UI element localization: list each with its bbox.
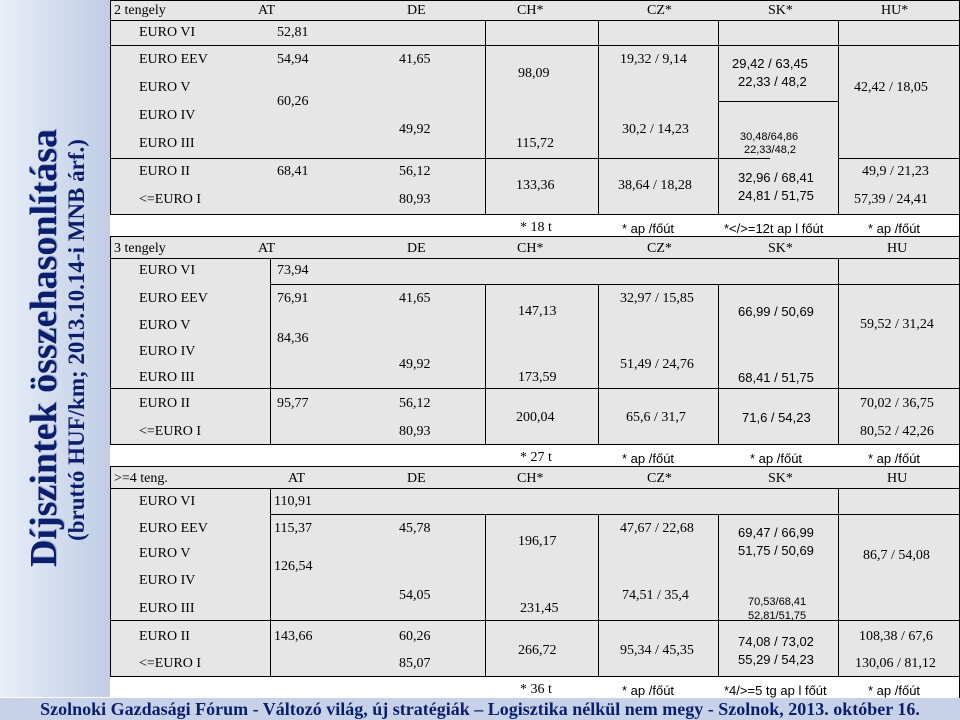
t4-hu-value: 130,06 / 81,12 (855, 656, 936, 671)
t3-at-value: 73,94 (277, 263, 309, 278)
t4-sk-value: 69,47 / 66,99 (738, 525, 814, 540)
t3-header-axle: 3 tengely (114, 241, 166, 256)
t4-class-label: <=EURO I (139, 656, 202, 671)
t2-note: * ap /főút (622, 221, 675, 236)
t3-de-value: 80,93 (399, 424, 431, 439)
t2-ch-value: 133,36 (516, 178, 555, 193)
t4-cz-value: 95,34 / 45,35 (620, 643, 694, 658)
t2-header-ch: CH* (517, 3, 544, 18)
t4-sk-value: 74,08 / 73,02 (738, 634, 814, 649)
t4-de-value: 85,07 (399, 656, 431, 671)
t4-header-cz: CZ* (647, 471, 672, 486)
t2-sk-value: 22,33/48,2 (744, 144, 796, 156)
t3-class-label: EURO II (139, 396, 190, 411)
t4-note: *4/>=5 tg ap l főút (724, 683, 827, 698)
t3-at-value: 95,77 (277, 396, 309, 411)
t2-header-axle: 2 tengely (114, 3, 166, 18)
t3-hu-value: 59,52 / 31,24 (860, 317, 934, 332)
t3-class-label: EURO V (139, 318, 191, 333)
t2-header-hu: HU* (881, 3, 909, 18)
t3-cz-value: 51,49 / 24,76 (620, 357, 694, 372)
t2-sk-value: 24,81 / 51,75 (738, 188, 814, 203)
t3-class-label: EURO IV (139, 344, 196, 359)
t3-ch-value: 173,59 (518, 370, 557, 385)
footer-bar (0, 698, 960, 720)
t2-header-at: AT (258, 3, 276, 18)
t4-cz-value: 74,51 / 35,4 (622, 588, 689, 603)
t4-class-label: EURO V (139, 546, 191, 561)
t4-class-label: EURO III (139, 601, 195, 616)
t2-sk-value: 32,96 / 68,41 (738, 170, 814, 185)
t3-de-value: 56,12 (399, 396, 431, 411)
t2-de-value: 49,92 (399, 122, 431, 137)
t2-at-value: 60,26 (277, 94, 309, 109)
t4-at-value: 126,54 (274, 559, 313, 574)
t2-header-cz: CZ* (647, 3, 672, 18)
t3-class-label: <=EURO I (139, 424, 202, 439)
t3-header-hu: HU (887, 241, 908, 256)
t4-header-ch: CH* (517, 471, 544, 486)
t3-sk-value: 66,99 / 50,69 (738, 304, 814, 319)
t3-note: * ap /főút (622, 451, 675, 466)
t2-cz-value: 38,64 / 18,28 (618, 178, 692, 193)
t2-hu-value: 57,39 / 24,41 (854, 192, 928, 207)
t3-note: * 27 t (520, 450, 552, 465)
t3-header-cz: CZ* (647, 241, 672, 256)
t2-sk-value: 29,42 / 63,45 (732, 56, 808, 71)
t3-at-value: 84,36 (277, 331, 309, 346)
t4-header-sk: SK* (768, 471, 793, 486)
t2-de-value: 80,93 (399, 192, 431, 207)
t4-sk-value: 55,29 / 54,23 (738, 652, 814, 667)
t2-header-sk: SK* (768, 3, 793, 18)
t3-header-at: AT (258, 241, 276, 256)
t2-cz-value: 19,32 / 9,14 (620, 52, 687, 67)
t4-hu-value: 108,38 / 67,6 (859, 629, 933, 644)
title-band (0, 0, 110, 697)
t4-header-axle: >=4 teng. (114, 471, 168, 486)
t3-cz-value: 65,6 / 31,7 (626, 410, 686, 425)
t3-header-ch: CH* (517, 241, 544, 256)
t3-sk-value: 68,41 / 51,75 (738, 370, 814, 385)
t2-class-label: EURO IV (139, 108, 196, 123)
t3-class-label: EURO VI (139, 263, 196, 278)
t2-class-label: EURO V (139, 80, 191, 95)
t2-hu-value: 49,9 / 21,23 (862, 164, 929, 179)
t3-de-value: 41,65 (399, 291, 431, 306)
t4-note: * ap /főút (622, 683, 675, 698)
t4-de-value: 54,05 (399, 588, 431, 603)
t4-sk-value: 52,81/51,75 (748, 610, 807, 622)
t4-de-value: 45,78 (399, 521, 431, 536)
t4-note: * 36 t (520, 682, 552, 697)
t2-sk-value: 30,48/64,86 (740, 131, 799, 143)
t2-at-value: 54,94 (277, 52, 309, 67)
t4-ch-value: 266,72 (518, 643, 557, 658)
t4-hu-value: 86,7 / 54,08 (863, 548, 930, 563)
t3-ch-value: 200,04 (516, 410, 555, 425)
t4-sk-value: 70,53/68,41 (748, 596, 807, 608)
t2-hu-value: 42,42 / 18,05 (854, 80, 928, 95)
t2-de-value: 41,65 (399, 52, 431, 67)
t3-at-value: 76,91 (277, 291, 309, 306)
t4-at-value: 115,37 (274, 521, 312, 536)
t3-sk-value: 71,6 / 54,23 (742, 410, 811, 425)
t2-at-value: 68,41 (277, 164, 309, 179)
t2-ch-value: 98,09 (518, 66, 550, 81)
t4-at-value: 110,91 (274, 494, 312, 509)
footer-text: Szolnoki Gazdasági Fórum - Változó világ, új stratégiák – Logisztika nélkül nem megy - Szolnok, 2013. október 16. (40, 699, 920, 719)
t4-class-label: EURO VI (139, 494, 196, 509)
t3-header-de: DE (407, 241, 426, 256)
t4-header-de: DE (407, 471, 426, 486)
t2-class-label: EURO EEV (139, 52, 208, 67)
t3-ch-value: 147,13 (518, 304, 557, 319)
t2-note: * ap /főút (868, 221, 921, 236)
t4-ch-value: 196,17 (518, 534, 557, 549)
t3-cz-value: 32,97 / 15,85 (620, 291, 694, 306)
t2-header-de: DE (407, 3, 426, 18)
t2-de-value: 56,12 (399, 164, 431, 179)
slide-subtitle: (bruttó HUF/km; 2013.10.14-i MNB árf.) (64, 139, 89, 541)
t3-note: * ap /főút (750, 451, 803, 466)
t2-sk-value: 22,33 / 48,2 (738, 74, 807, 89)
t3-hu-value: 70,02 / 36,75 (860, 396, 934, 411)
t4-cz-value: 47,67 / 22,68 (620, 521, 694, 536)
toll-tables (110, 0, 960, 698)
t2-class-label: EURO VI (139, 25, 196, 40)
t4-sk-value: 51,75 / 50,69 (738, 543, 814, 558)
t2-class-label: EURO II (139, 164, 190, 179)
t4-header-hu: HU (887, 471, 908, 486)
t4-class-label: EURO EEV (139, 521, 208, 536)
t2-note: *</>=12t ap l főút (724, 221, 824, 236)
t3-class-label: EURO EEV (139, 291, 208, 306)
t2-at-value: 52,81 (277, 25, 309, 40)
t3-hu-value: 80,52 / 42,26 (860, 424, 934, 439)
t2-class-label: <=EURO I (139, 192, 202, 207)
t4-at-value: 143,66 (274, 629, 313, 644)
t4-note: * ap /főút (868, 683, 921, 698)
t4-class-label: EURO IV (139, 573, 196, 588)
t3-note: * ap /főút (868, 451, 921, 466)
t3-header-sk: SK* (768, 241, 793, 256)
slide-title: Díjszintek összehasonlítása (23, 128, 65, 568)
t4-header-at: AT (288, 471, 306, 486)
t4-de-value: 60,26 (399, 629, 431, 644)
t4-ch-value: 231,45 (520, 601, 559, 616)
t2-cz-value: 30,2 / 14,23 (622, 122, 689, 137)
t2-note: * 18 t (520, 220, 552, 235)
t2-class-label: EURO III (139, 136, 195, 151)
t4-class-label: EURO II (139, 629, 190, 644)
t3-de-value: 49,92 (399, 357, 431, 372)
t2-ch-value: 115,72 (516, 136, 554, 151)
t3-class-label: EURO III (139, 370, 195, 385)
